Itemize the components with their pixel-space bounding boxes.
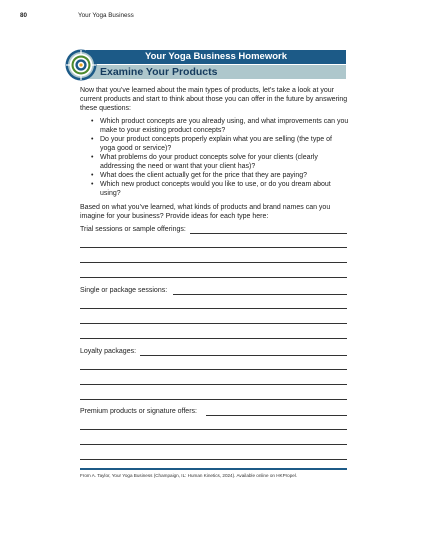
banner-title: Your Yoga Business Homework [86,50,346,64]
page-header [20,12,405,24]
section-label-loyalty: Loyalty packages: [80,348,137,355]
answer-line[interactable] [140,355,347,356]
answer-line[interactable] [80,399,347,400]
answer-line[interactable] [206,415,347,416]
question-item: • Which new product concepts would you like to use, or do you dream about using? [91,180,349,198]
question-item: • What problems do your product concepts solve for your clients (clearly addressing the need or want that your client has)? [91,153,349,171]
running-title: Your Yoga Business [78,12,134,19]
target-compass-icon [65,49,97,81]
answer-line[interactable] [80,247,347,248]
answer-line[interactable] [80,277,347,278]
section-label-trial: Trial sessions or sample offerings: [80,226,186,233]
answer-line[interactable] [80,308,347,309]
homework-banner [60,50,346,81]
page-number: 80 [20,12,28,19]
answer-line[interactable] [80,444,347,445]
footer-rule [80,468,347,470]
intro-paragraph: Now that you’ve learned about the main types of products, let’s take a look at your current products and start to think about those you can offer in the future by answering these questions: [80,87,348,112]
banner-subtitle: Examine Your Products [86,65,346,79]
answer-line[interactable] [80,384,347,385]
answer-line[interactable] [173,294,347,295]
section-label-premium: Premium products or signature offers: [80,408,197,415]
answer-line[interactable] [80,338,347,339]
prompt-paragraph: Based on what you’ve learned, what kinds of products and brand names can you imagine for your business? Provide ideas for each type here: [80,204,331,220]
answer-line[interactable] [80,459,347,460]
footer-citation: From A. Taylor, Your Yoga Business (Champaign, IL: Human Kinetics, 2024). Available online on HKPropel. [80,473,298,478]
question-item: • Do your product concepts properly explain what you are selling (the type of yoga good or service)? [91,135,349,153]
question-item: • Which product concepts are you already using, and what improvements can you make to your existing product concepts? [91,117,349,135]
section-label-single: Single or package sessions: [80,287,168,294]
answer-line[interactable] [190,233,347,234]
answer-line[interactable] [80,429,347,430]
answer-line[interactable] [80,369,347,370]
question-item: • What does the client actually get for the price that they are paying? [91,171,349,180]
answer-line[interactable] [80,262,347,263]
answer-line[interactable] [80,323,347,324]
question-list [91,117,349,198]
